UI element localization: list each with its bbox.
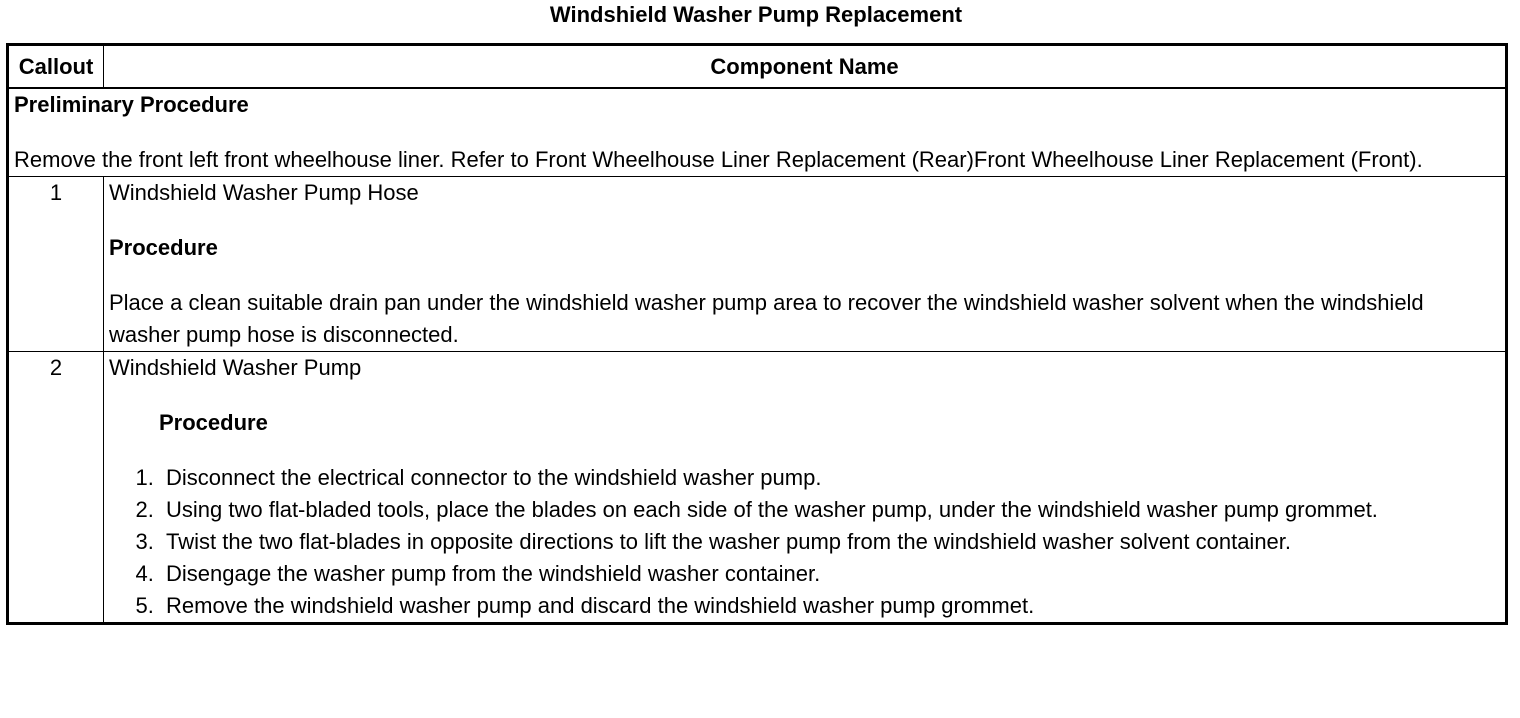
procedure-text: Place a clean suitable drain pan under the windshield washer pump area to recover the windshield washer solvent when the windshield washer pump hose is disconnected.	[109, 290, 1424, 347]
procedure-table	[6, 43, 1508, 625]
procedure-step: 3. Twist the two flat-blades in opposite directions to lift the washer pump from the windshield washer solvent container.	[160, 526, 1500, 558]
procedure-step: 2. Using two flat-bladed tools, place the blades on each side of the washer pump, under the windshield washer pump grommet.	[160, 494, 1500, 526]
document-title: Windshield Washer Pump Replacement	[549, 2, 963, 27]
table-header-row	[8, 45, 1507, 89]
procedure-heading: Procedure	[109, 235, 218, 260]
table-row	[8, 352, 1507, 624]
procedure-step: 5. Remove the windshield washer pump and discard the windshield washer pump grommet.	[160, 590, 1500, 622]
procedure-step: 1. Disconnect the electrical connector to the windshield washer pump.	[160, 462, 1500, 494]
preliminary-heading: Preliminary Procedure	[14, 92, 249, 117]
procedure-steps-list	[109, 462, 1500, 622]
component-cell	[104, 177, 1507, 352]
preliminary-cell	[8, 88, 1507, 177]
procedure-step: 4. Disengage the washer pump from the windshield washer container.	[160, 558, 1500, 590]
preliminary-row	[8, 88, 1507, 177]
component-name-column-header: Component Name	[104, 45, 1507, 89]
preliminary-text: Remove the front left front wheelhouse liner. Refer to Front Wheelhouse Liner Replacement (Rear)Front Wheelhouse Liner Replacement (Front).	[14, 147, 1423, 172]
component-name: Windshield Washer Pump	[109, 355, 362, 380]
callout-column-header: Callout	[8, 45, 104, 89]
callout-number: 2	[8, 352, 104, 624]
table-row	[8, 177, 1507, 352]
callout-number: 1	[8, 177, 104, 352]
procedure-heading: Procedure	[159, 410, 268, 435]
component-cell	[104, 352, 1507, 624]
component-name: Windshield Washer Pump Hose	[109, 180, 419, 205]
